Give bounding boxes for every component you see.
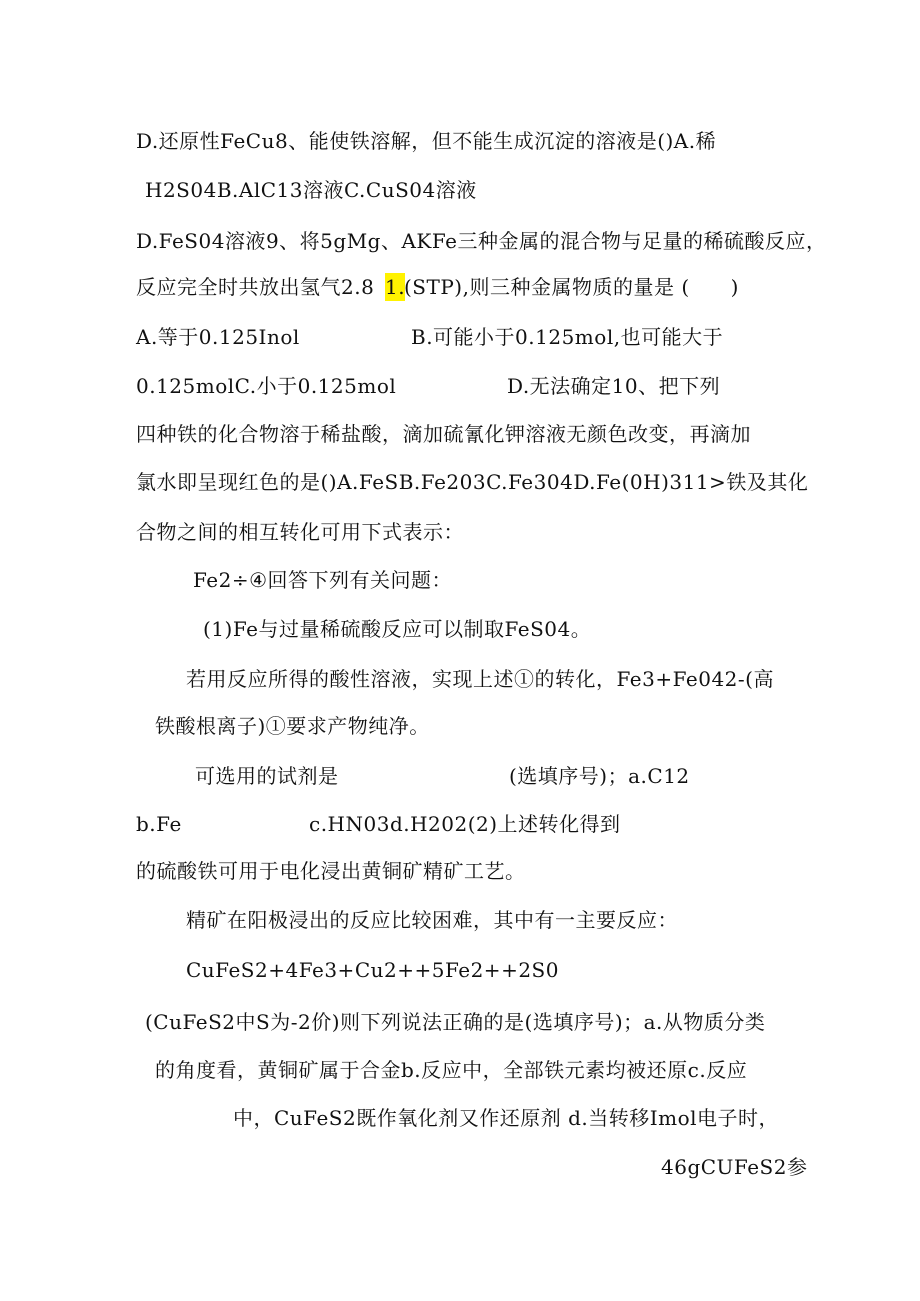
text-line-4-part-2: (STP),则三种金属物质的量是 ( ) [404, 275, 739, 299]
option-c: 0.125molC.小于0.125mol [136, 374, 397, 398]
text-line-19: (CuFeS2中S为-2价)则下列说法正确的是(选填序号)；a.从物质分类 [145, 1010, 766, 1034]
text-line-14-part-1: 可选用的试剂是 [195, 764, 339, 788]
text-line-2: H2S04B.AlC13溶液C.CuS04溶液 [145, 178, 477, 202]
text-line-4-part-1: 反应完全时共放出氢气2.8 [136, 275, 375, 299]
option-b: B.可能小于0.125mol,也可能大于 [411, 325, 724, 349]
text-line-10: Fe2÷④回答下列有关问题： [193, 568, 453, 592]
text-line-14-part-2: (选填序号)；a.C12 [509, 764, 690, 788]
text-line-16: 的硫酸铁可用于电化浸出黄铜矿精矿工艺。 [136, 859, 526, 883]
text-line-8: 氯水即呈现红色的是()A.FeSB.Fe203C.Fe304D.Fe(0H)311>铁及其化 [136, 470, 809, 494]
text-line-15-part-2: c.HN03d.H202(2)上述转化得到 [309, 812, 621, 836]
text-line-15-part-1: b.Fe [136, 812, 182, 836]
text-line-12: 若用反应所得的酸性溶液，实现上述①的转化，Fe3+Fe042-(高 [186, 667, 774, 691]
text-line-17: 精矿在阳极浸出的反应比较困难，其中有一主要反应： [186, 908, 678, 932]
text-line-18: CuFeS2+4Fe3+Cu2++5Fe2++2S0 [186, 958, 559, 982]
text-line-22: 46gCUFeS2参 [661, 1155, 808, 1179]
text-line-13: 铁酸根离子)①要求产物纯净。 [155, 714, 430, 738]
text-line-21: 中，CuFeS2既作氧化剂又作还原剂 d.当转移Imol电子时， [233, 1106, 780, 1130]
text-line-3: D.FeS04溶液9、将5gMg、AKFe三种金属的混合物与足量的稀硫酸反应， [136, 229, 827, 253]
option-a: A.等于0.125Inol [136, 325, 300, 349]
text-line-1: D.还原性FeCu8、能使铁溶解，但不能生成沉淀的溶液是()A.稀 [136, 129, 717, 153]
text-line-20: 的角度看，黄铜矿属于合金b.反应中，全部铁元素均被还原c.反应 [155, 1058, 748, 1082]
highlighted-text: 1. [385, 275, 406, 299]
text-line-7: 四种铁的化合物溶于稀盐酸，滴加硫氰化钾溶液无颜色改变，再滴加 [136, 422, 751, 446]
text-line-9: 合物之间的相互转化可用下式表示： [136, 520, 464, 544]
option-d: D.无法确定10、把下列 [507, 374, 721, 398]
text-line-11: (1)Fe与过量稀硫酸反应可以制取FeS04。 [203, 617, 592, 641]
